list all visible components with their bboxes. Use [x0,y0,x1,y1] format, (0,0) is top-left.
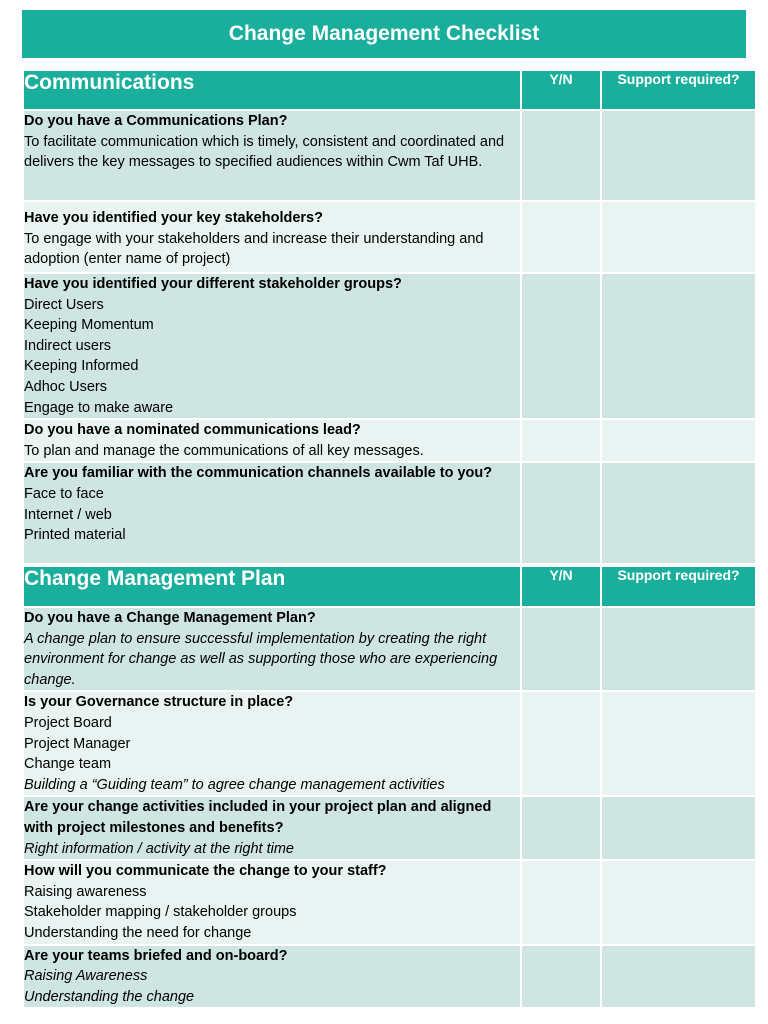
question-text: Are you familiar with the communication channels available to you? [24,465,493,482]
detail-text: Understanding the need for change [24,924,252,941]
detail-text: To facilitate communication which is timely, consistent and coordinated and delivers the key messages to specified audiences within Cwm Taf UHB. [24,133,505,171]
question-cell [23,607,521,691]
support-cell[interactable] [601,273,756,419]
detail-text: Engage to make aware [24,399,174,416]
support-cell[interactable] [601,110,756,201]
checklist-row [23,945,756,1009]
question-cell [23,462,521,564]
question-text: Are your change activities included in your project plan and aligned with project milestones and benefits? [24,799,492,836]
question-text: Do you have a Communications Plan? [24,113,288,129]
question-text: Have you identified your different stakeholder groups? [24,276,402,292]
detail-text: Printed material [24,527,126,544]
detail-text: Raising awareness [24,883,147,900]
question-text: Have you identified your key stakeholders? [24,210,323,226]
support-cell[interactable] [601,607,756,691]
detail-text: Stakeholder mapping / stakeholder groups [24,904,297,921]
detail-text: Adhoc Users [24,378,108,395]
question-cell [23,419,521,462]
support-cell[interactable] [601,945,756,1009]
checklist-row [23,796,756,860]
detail-text: To engage with your stakeholders and increase their understanding and adoption (enter name of project) [24,230,484,268]
question-text: How will you communicate the change to your staff? [24,863,387,880]
question-cell [23,945,521,1009]
section-header-row [23,566,756,607]
section-title: Communications [23,70,521,110]
checklist-row [23,607,756,691]
yn-cell[interactable] [521,796,601,860]
question-cell [23,796,521,860]
checklist-row [23,273,756,419]
yn-cell[interactable] [521,691,601,796]
section-header-row [23,70,756,110]
question-cell [23,860,521,944]
checklist-row [23,462,756,564]
checklist-row [23,419,756,462]
yn-cell[interactable] [521,273,601,419]
support-cell[interactable] [601,419,756,462]
checklist-row [23,110,756,201]
support-column-header: Support required? [601,70,756,110]
detail-text: Indirect users [24,337,112,354]
yn-cell[interactable] [521,419,601,462]
detail-text: Raising Awareness [24,968,148,985]
detail-text: Internet / web [24,506,112,523]
detail-text: Face to face [24,485,104,502]
detail-text: Understanding the change [24,988,195,1005]
communications-table [22,69,757,565]
question-text: Do you have a Change Management Plan? [24,610,316,626]
detail-text: A change plan to ensure successful implementation by creating the right environment for change as well as supporting those who are experiencing change. [24,630,498,688]
detail-text: Direct Users [24,296,104,313]
yn-cell[interactable] [521,607,601,691]
support-cell[interactable] [601,691,756,796]
yn-column-header: Y/N [521,566,601,607]
detail-text: Right information / activity at the right time [24,840,294,857]
support-cell[interactable] [601,201,756,273]
question-cell [23,110,521,201]
question-text: Do you have a nominated communications lead? [24,422,361,439]
detail-text: Project Board [24,714,112,731]
detail-text: Change team [24,756,112,773]
section-title: Change Management Plan [23,566,521,607]
checklist-row [23,201,756,273]
detail-text: To plan and manage the communications of all key messages. [24,442,424,459]
yn-cell[interactable] [521,860,601,944]
yn-cell[interactable] [521,462,601,564]
checklist-row [23,860,756,944]
change-management-plan-table [22,565,757,1009]
question-text: Are your teams briefed and on-board? [24,947,288,964]
detail-text: Project Manager [24,735,131,752]
detail-text: Keeping Informed [24,358,139,375]
yn-column-header: Y/N [521,70,601,110]
support-column-header: Support required? [601,566,756,607]
detail-text: Keeping Momentum [24,317,154,334]
question-cell [23,691,521,796]
question-cell [23,273,521,419]
support-cell[interactable] [601,860,756,944]
checklist-row [23,691,756,796]
support-cell[interactable] [601,462,756,564]
checklist-title: Change Management Checklist [22,10,746,58]
support-cell[interactable] [601,796,756,860]
detail-text: Building a “Guiding team” to agree change management activities [24,776,445,793]
question-text: Is your Governance structure in place? [24,694,294,711]
yn-cell[interactable] [521,945,601,1009]
yn-cell[interactable] [521,110,601,201]
question-cell [23,201,521,273]
yn-cell[interactable] [521,201,601,273]
